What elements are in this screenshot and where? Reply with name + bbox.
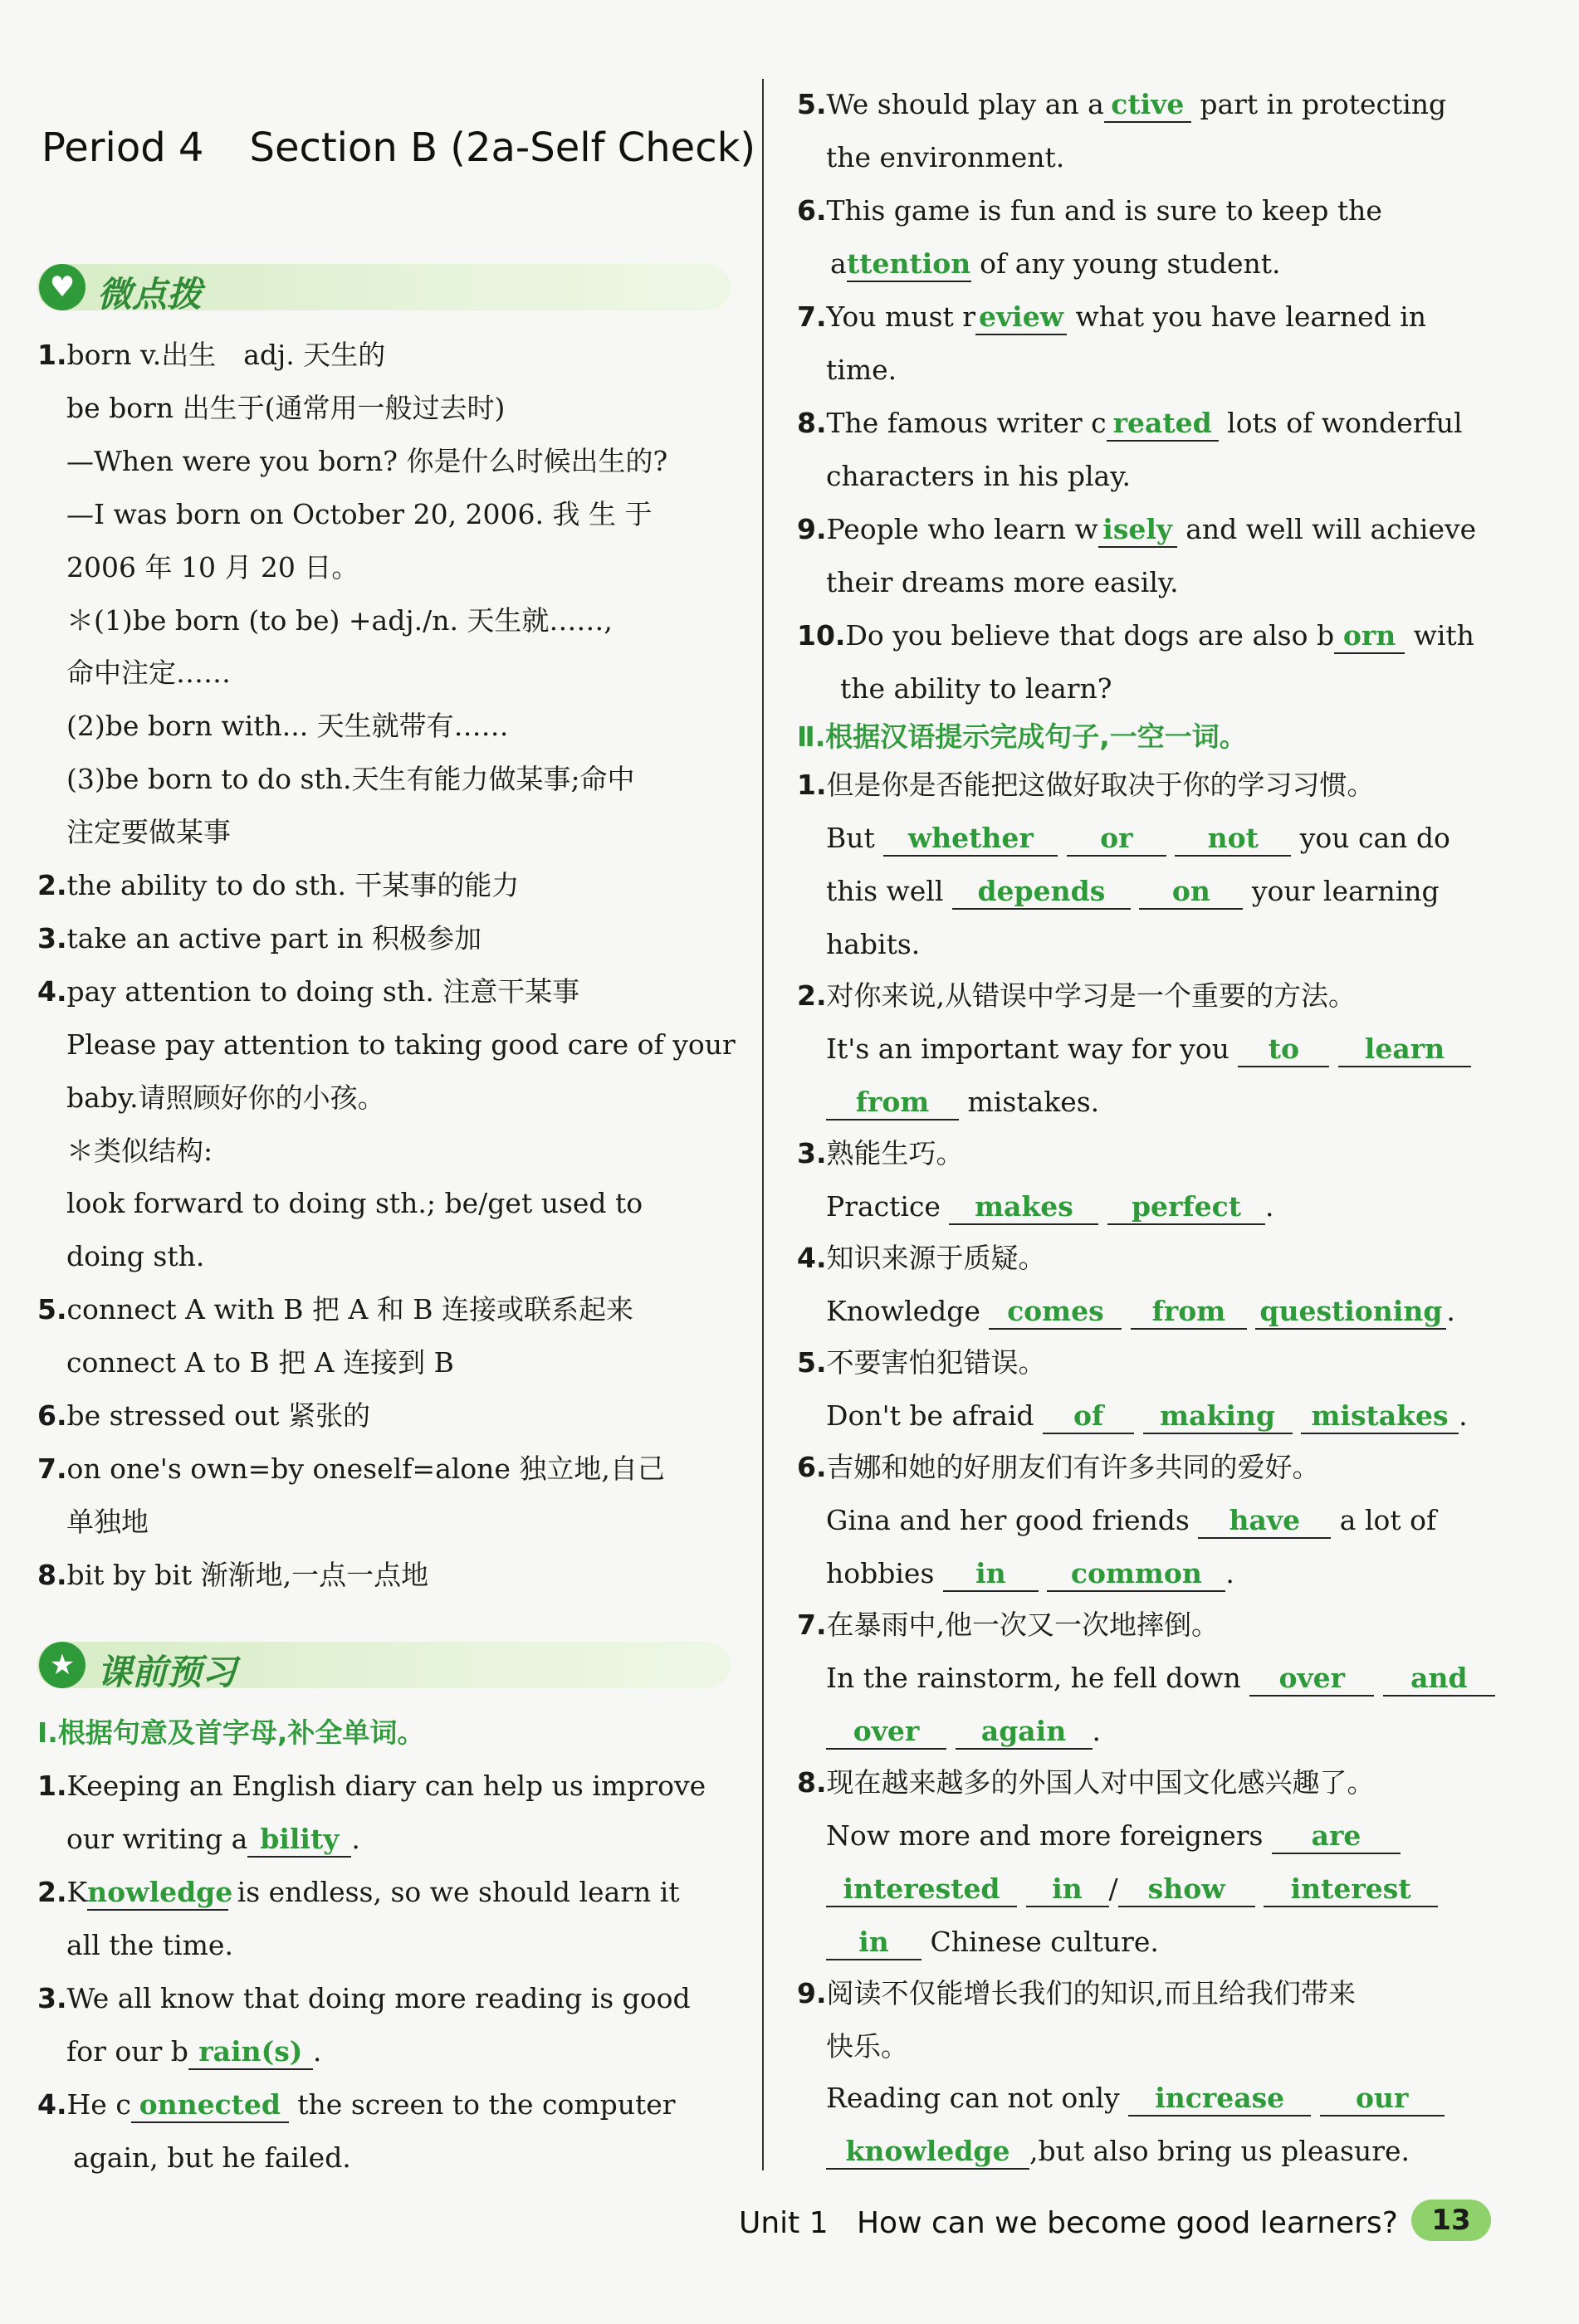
p2-q5-line1: Don't be afraid of making mistakes . [826,1399,1468,1434]
preview-banner-label: 课前预习 [97,1652,237,1692]
note-line: connect A to B 把 A 连接到 B [66,1346,454,1379]
unit-label: Unit 1 [739,2206,829,2240]
note-line: Please pay attention to taking good care of your [66,1028,736,1061]
p1-item-2: 2.Knowledge is endless, so we should learn it [37,1876,680,1911]
tips-banner [37,264,731,315]
answer-blank: over [1249,1662,1374,1697]
p2-q8-line3: in Chinese culture. [826,1926,1159,1960]
note-line: doing sth. [66,1240,205,1272]
answer-blank: making [1143,1399,1293,1434]
star-icon: ★ [39,1642,86,1688]
answer-blank: onnected [131,2088,289,2123]
p2-q8-line1: Now more and more foreigners are [826,1819,1401,1854]
p2-q1-line1: But whether or not you can do [826,822,1450,857]
p2-q2-line2: from mistakes. [826,1086,1099,1120]
p1-item-7: 7.You must r eview what you have learned in [797,300,1426,335]
answer-blank: in [1026,1872,1109,1907]
p2-q9-cn: 9.阅读不仅能增长我们的知识,而且给我们带来 [797,1977,1356,2009]
preview-banner [37,1642,731,1692]
p2-q6-line2: hobbies in common . [826,1557,1234,1592]
answer-blank: show [1118,1872,1255,1907]
p1-item-7-line2: time. [826,354,897,386]
section-label: Section B (2a-Self Check) [249,124,756,171]
answer-blank: ctive [1104,88,1191,123]
answer-blank: interest [1264,1872,1438,1907]
answer-blank: nowledge [87,1876,228,1911]
answer-blank: knowledge [826,2135,1029,2170]
answer-blank: orn [1334,619,1405,654]
note-line: ＊类似结构: [66,1135,213,1167]
answer-blank: and [1383,1662,1495,1697]
note-line: —When were you born? 你是什么时候出生的? [66,445,668,477]
p1-item-10-line2: the ability to learn? [840,672,1112,705]
answer-blank: from [826,1086,959,1120]
p1-item-3-line2: for our b rain(s) . [66,2035,321,2070]
p1-item-8: 8.The famous writer c reated lots of wonderful [797,407,1463,442]
p2-q9-line1: Reading can not only increase our [826,2082,1445,2116]
answer-blank: increase [1128,2082,1311,2116]
p2-q5-cn: 5.不要害怕犯错误。 [797,1346,1046,1379]
note-line: (3)be born to do sth.天生有能力做某事;命中 [66,763,635,795]
answer-blank: makes [949,1190,1098,1225]
p2-q2-line1: It's an important way for you to learn [826,1033,1471,1067]
note-line: 2006 年 10 月 20 日。 [66,551,359,583]
p1-item-6-line2: attention of any young student. [830,247,1281,282]
p2-q2-cn: 2.对你来说,从错误中学习是一个重要的方法。 [797,979,1356,1012]
answer-blank: in [826,1926,921,1960]
heart-icon: ♥ [39,264,86,310]
note-line: be born 出生于(通常用一般过去时) [66,392,506,424]
answer-blank: common [1047,1557,1225,1592]
tips-banner-label: 微点拨 [97,274,203,315]
answer-blank: whether [883,822,1058,857]
p2-q6-line1: Gina and her good friends have a lot of [826,1504,1436,1539]
note-line: 5.connect A with B 把 A 和 B 连接或联系起来 [37,1293,634,1326]
part1-heading: Ⅰ.根据句意及首字母,补全单词。 [37,1716,425,1749]
answer-blank: questioning [1255,1295,1446,1330]
note-line: 6.be stressed out 紧张的 [37,1399,371,1432]
unit-title: How can we become good learners? [856,2206,1398,2240]
p1-item-3: 3.We all know that doing more reading is good [37,1982,691,2014]
p2-q7-line2: over again . [826,1715,1101,1750]
page-footer [739,2206,1398,2240]
note-line: 4.pay attention to doing sth. 注意干某事 [37,975,580,1008]
answer-blank: rain(s) [188,2035,313,2070]
answer-blank: isely [1098,513,1177,548]
p1-item-9-line2: their dreams more easily. [826,566,1179,598]
page-title [42,124,755,171]
note-line: 2.the ability to do sth. 干某事的能力 [37,869,520,901]
note-line: 8.bit by bit 渐渐地,一点一点地 [37,1559,429,1591]
answer-blank: comes [989,1295,1122,1330]
answer-blank: not [1175,822,1291,857]
answer-blank: mistakes [1301,1399,1459,1434]
note-line: look forward to doing sth.; be/get used to [66,1187,643,1219]
p2-q6-cn: 6.吉娜和她的好朋友们有许多共同的爱好。 [797,1451,1320,1483]
note-line: 7.on one's own=by oneself=alone 独立地,自己 [37,1452,665,1485]
p1-item-10: 10.Do you believe that dogs are also b orn with [797,619,1474,654]
p2-q3-cn: 3.熟能生巧。 [797,1137,964,1169]
answer-blank: bility [247,1823,351,1858]
note-line: 注定要做某事 [66,816,231,848]
part2-heading: Ⅱ.根据汉语提示完成句子,一空一词。 [797,720,1247,753]
p2-q7-cn: 7.在暴雨中,他一次又一次地摔倒。 [797,1609,1219,1641]
p1-item-5-line2: the environment. [826,141,1065,173]
p1-item-2-line2: all the time. [66,1929,233,1961]
answer-blank: have [1198,1504,1331,1539]
p1-item-1: 1.Keeping an English diary can help us improve [37,1770,706,1802]
p1-item-1-line2: our writing a bility . [66,1823,360,1858]
answer-blank: on [1139,875,1243,910]
column-divider [762,79,764,2170]
p1-item-8-line2: characters in his play. [826,460,1131,492]
p2-q3-line1: Practice makes perfect . [826,1190,1273,1225]
answer-blank: are [1272,1819,1401,1854]
p2-q4-cn: 4.知识来源于质疑。 [797,1242,1046,1274]
answer-blank: to [1238,1033,1329,1067]
p2-q7-line1: In the rainstorm, he fell down over and [826,1662,1495,1697]
p1-item-6: 6.This game is fun and is sure to keep the [797,194,1382,227]
answer-blank: from [1131,1295,1247,1330]
answer-blank: ttention [847,247,971,282]
p2-q8-line2: interested in / show interest [826,1872,1438,1907]
answer-blank: our [1320,2082,1445,2116]
answer-blank: of [1043,1399,1134,1434]
answer-blank: perfect [1107,1190,1265,1225]
p2-q9-line2: knowledge ,but also bring us pleasure. [826,2135,1410,2170]
p2-q1-line3: habits. [826,928,921,960]
p1-item-5: 5.We should play an a ctive part in protecting [797,88,1446,123]
p2-q9-cn2: 快乐。 [826,2030,908,2063]
answer-blank: in [943,1557,1039,1592]
note-line: 命中注定…… [66,657,231,689]
page-number: 13 [1411,2200,1491,2241]
p1-item-4: 4.He c onnected the screen to the computer [37,2088,676,2123]
note-line: (2)be born with... 天生就带有…… [66,710,509,742]
answer-blank: again [956,1715,1093,1750]
p2-q4-line1: Knowledge comes from questioning . [826,1295,1455,1330]
answer-blank: depends [952,875,1131,910]
p2-q1-line2: this well depends on your learning [826,875,1440,910]
answer-blank: eview [975,300,1067,335]
period-label: Period 4 [42,124,204,171]
answer-blank: reated [1107,407,1219,442]
answer-blank: learn [1338,1033,1471,1067]
p1-item-4-line2: again, but he failed. [73,2141,351,2174]
note-line: —I was born on October 20, 2006. 我 生 于 [66,498,653,530]
answer-blank: or [1067,822,1166,857]
note-line: ＊(1)be born (to be) +adj./n. 天生就……, [66,604,613,637]
p1-item-9: 9.People who learn w isely and well will achieve [797,513,1476,548]
answer-blank: over [826,1715,946,1750]
note-line: baby.请照顾好你的小孩。 [66,1081,385,1114]
note-line: 3.take an active part in 积极参加 [37,922,482,954]
p2-q1-cn: 1.但是你是否能把这做好取决于你的学习习惯。 [797,769,1375,801]
answer-blank: interested [826,1872,1017,1907]
note-line: 1.born v.出生 adj. 天生的 [37,339,386,371]
p2-q8-cn: 8.现在越来越多的外国人对中国文化感兴趣了。 [797,1766,1375,1799]
note-line: 单独地 [66,1506,149,1538]
